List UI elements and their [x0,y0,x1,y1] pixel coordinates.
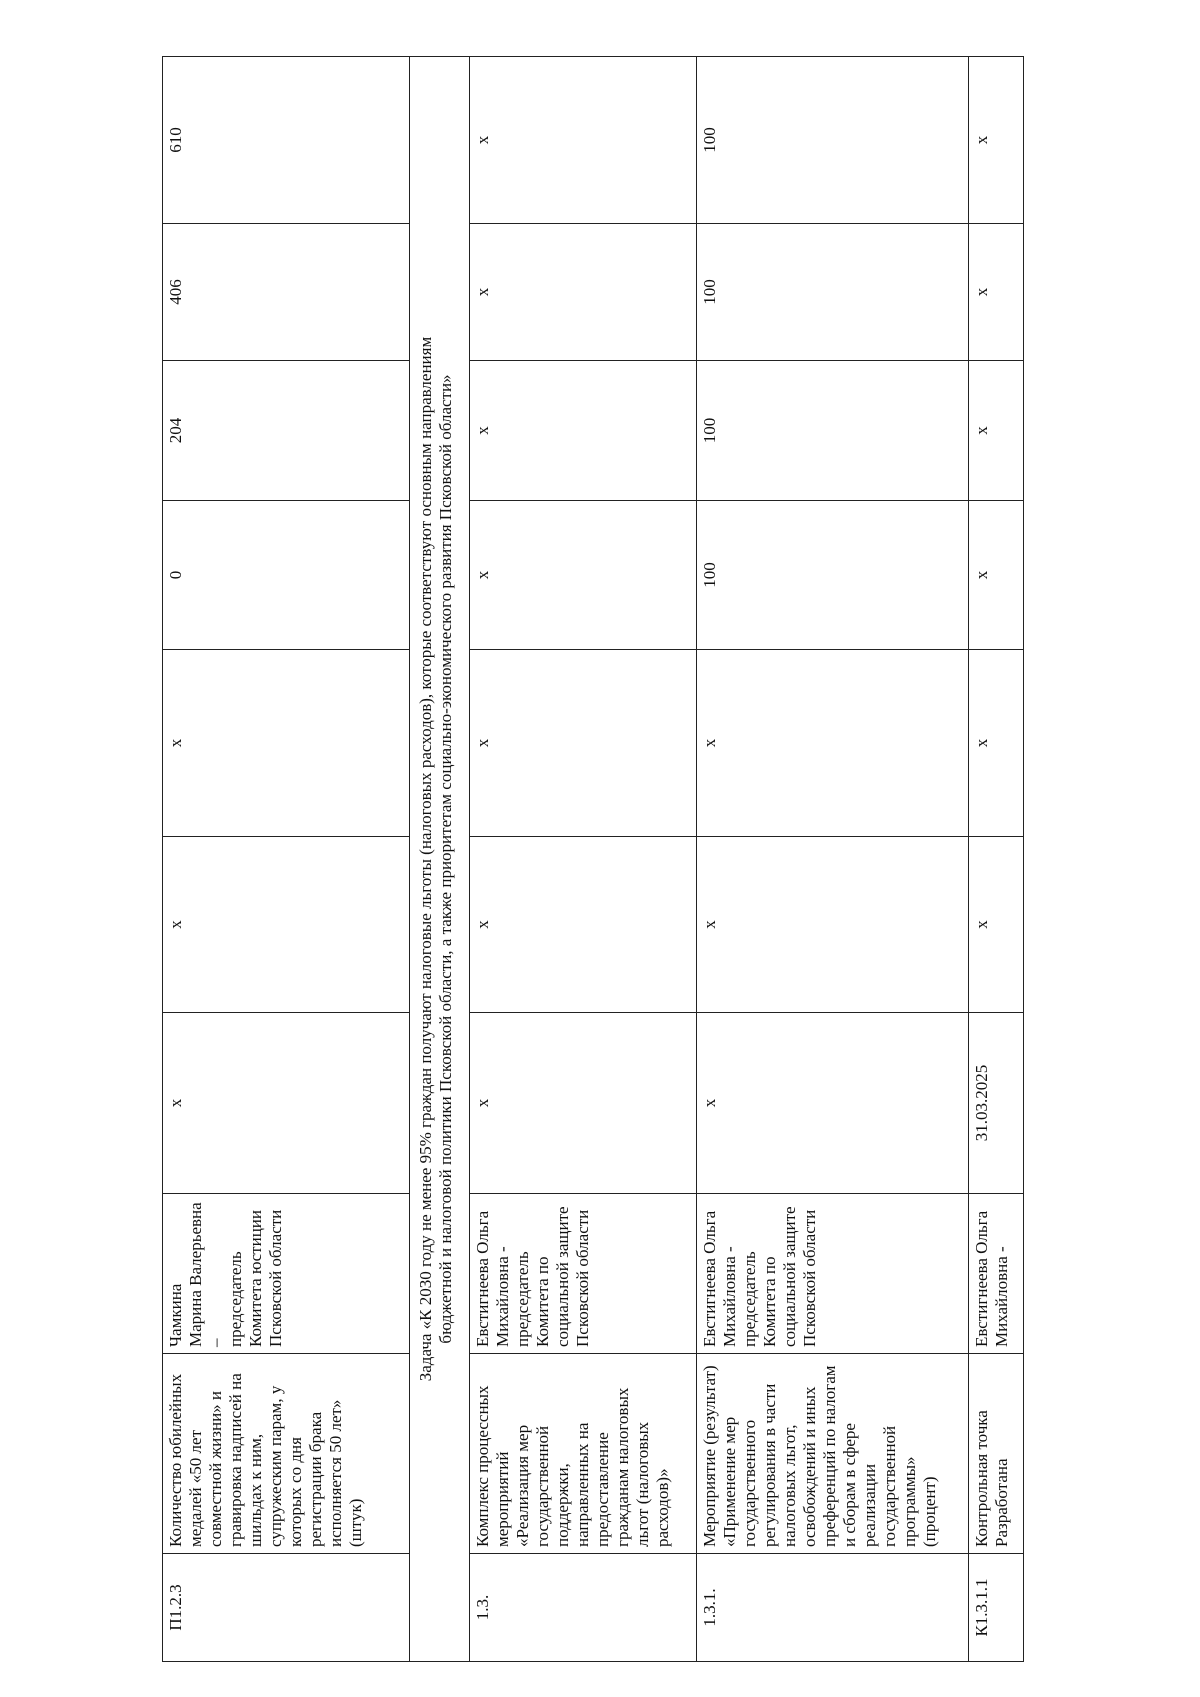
row-date: x [470,1013,697,1194]
row-code: 1.3. [470,1554,697,1662]
row-value: 100 [697,501,969,650]
row-name: Мероприятие (результат) «Применение мер государственного регулирования в части налоговых льгот, освобождений и иных преференций по налогам и сборам в сфере реализации государственной программы» (процент) [697,1354,969,1554]
row-responsible: Евстигнеева Ольга Михайловна - председатель Комитета по социальной защите Псковской области [470,1194,697,1354]
row-date: x [163,1013,410,1194]
table-row [470,57,697,1662]
row-value: x [697,837,969,1013]
row-name: Комплекс процессных мероприятий «Реализация мер государственной поддержки, направленных на предоставление гражданам налоговых льгот (налоговых расходов)» [470,1354,697,1554]
row-code: 1.3.1. [697,1554,969,1662]
row-value: 100 [697,57,969,224]
row-responsible: Евстигнеева Ольга Михайловна - [969,1194,1024,1354]
row-value: 610 [163,57,410,224]
row-value: x [470,57,697,224]
row-responsible: Чамкина Марина Валерьевна – председатель Комитета юстиции Псковской области [163,1194,410,1354]
row-value: x [470,837,697,1013]
row-value: 100 [697,361,969,501]
row-value: x [969,837,1024,1013]
row-value: x [470,224,697,361]
row-value: x [697,650,969,837]
row-value: x [969,57,1024,224]
table-row [697,57,969,1662]
row-value: x [163,650,410,837]
row-value: x [163,837,410,1013]
row-value: 406 [163,224,410,361]
row-value: 100 [697,224,969,361]
row-value: 0 [163,501,410,650]
row-code: П1.2.3 [163,1554,410,1662]
row-responsible: Евстигнеева Ольга Михайловна - председатель Комитета по социальной защите Псковской области [697,1194,969,1354]
row-value: x [470,361,697,501]
task-text: Задача «К 2030 году не менее 95% граждан получают налоговые льготы (налоговых расходов), которые соответствуют основным направлениям бюджетной и налоговой политики Псковской области, а также приоритетам социально-экономического развития Псковской области» [410,57,470,1662]
row-value: x [969,501,1024,650]
row-value: x [470,501,697,650]
row-name: Количество юбилейных медалей «50 лет совместной жизни» и гравировка надписей на шильдах к ним, супружеским парам, у которых со дня регистрации брака исполняется 50 лет» (штук) [163,1354,410,1554]
results-table [162,56,1024,1662]
row-code: К1.3.1.1 [969,1554,1024,1662]
row-value: x [969,224,1024,361]
row-name: Контрольная точка Разработана [969,1354,1024,1554]
row-date: x [697,1013,969,1194]
row-value: x [969,650,1024,837]
table-row [163,57,410,1662]
row-value: 204 [163,361,410,501]
row-value: x [969,361,1024,501]
task-row [410,57,470,1662]
table-row [969,57,1024,1662]
row-date: 31.03.2025 [969,1013,1024,1194]
row-value: x [470,650,697,837]
